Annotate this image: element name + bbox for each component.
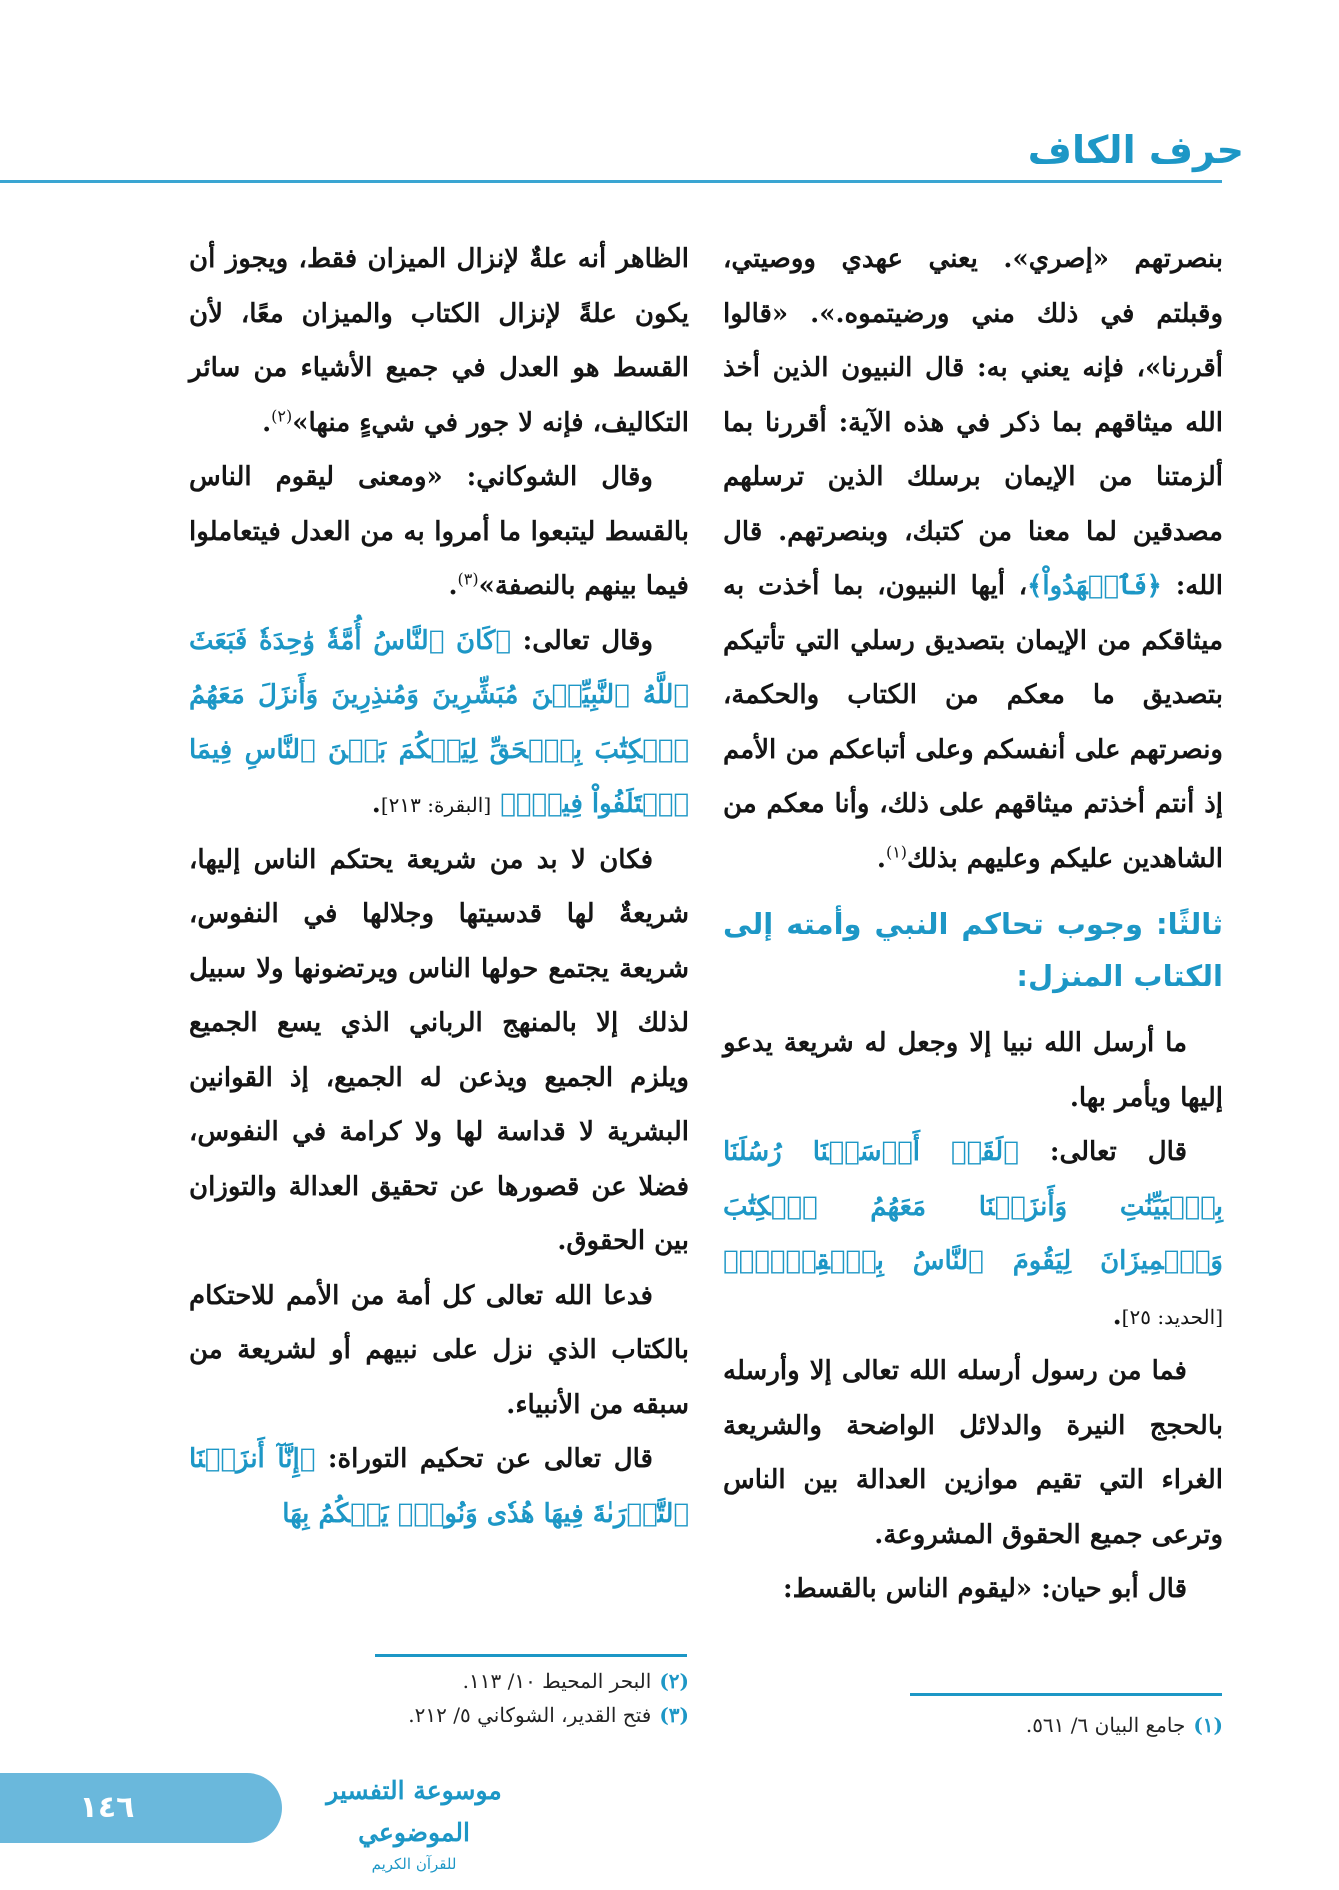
punctuation: . — [262, 407, 272, 438]
paragraph: قال أبو حيان: «ليقوم الناس بالقسط: — [783, 1574, 1187, 1604]
punctuation: . — [876, 843, 886, 874]
paragraph-text: وقال تعالى: — [511, 625, 654, 656]
paragraph: ما أرسل الله نبيا إلا وجعل له شريعة يدعو إليها ويأمر بها. — [723, 1028, 1223, 1113]
paragraph — [723, 1125, 1223, 1344]
footnote — [189, 1664, 689, 1698]
header-rule — [0, 180, 1222, 183]
footnote-ref[interactable]: (١) — [885, 841, 908, 861]
paragraph-text: الظاهر أنه علةٌ لإنزال الميزان فقط، ويجوز أن يكون علةً لإنزال الكتاب والميزان معًا، لأن القسط هو العدل في جميع الأشياء من سائر التكاليف، فإنه لا جور في شيءٍ منها» — [189, 244, 689, 438]
footnote-number: (٢) — [659, 1669, 689, 1693]
footnote-ref[interactable]: (٣) — [457, 569, 479, 589]
series-logo — [292, 1770, 536, 1873]
footnote-number: (٣) — [659, 1703, 689, 1727]
paragraph: فكان لا بد من شريعة يحتكم الناس إليها، شريعةٌ لها قدسيتها وجلالها في النفوس، شريعة يجتمع حولها الناس ويرتضونها ولا سبيل لذلك إلا بالمنهج الرباني الذي يسع الجميع ويلزم الجميع ويذعن له الجميع، إذ القوانين البشرية لا قداسة لها ولا كرامة في النفوس، فضلا عن قصورها عن تحقيق العدالة والتوزان بين الحقوق. — [189, 844, 689, 1256]
footnote-ref[interactable]: (٢) — [271, 405, 293, 425]
chapter-title: حرف الكاف — [1027, 128, 1244, 172]
quran-verse: ﴿كَانَ ٱلنَّاسُ أُمَّةٗ وَٰحِدَةٗ فَبَعَثَ ٱللَّهُ ٱلنَّبِيِّـۧنَ مُبَشِّرِينَ وَمُنذِرِينَ وَأَنزَلَ مَعَهُمُ ٱلۡكِتَٰبَ بِٱلۡحَقِّ لِيَحۡكُمَ بَيۡنَ ٱلنَّاسِ فِيمَا ٱخۡتَلَفُواْ فِيهِۚ﴾ — [189, 625, 689, 819]
paragraph-text: ، أيها النبيون، بما أخذت به ميثاقكم من الإيمان بتصديق رسلي التي تأتيكم بتصديق ما معكم من الكتاب والحكمة، ونصرتهم على أنفسكم وعلى أتباعكم من الأمم إذ أنتم أخذتم ميثاقهم على ذلك، وأنا معكم من الشاهدين عليكم وعليهم بذلك — [723, 571, 1223, 874]
paragraph — [189, 232, 689, 450]
series-subtitle: للقرآن الكريم — [371, 1855, 457, 1873]
footnote-text: جامع البيان ٦/ ٥٦١. — [1025, 1713, 1186, 1737]
footnote-text: البحر المحيط ١٠/ ١١٣. — [462, 1669, 652, 1693]
punctuation: . — [448, 571, 458, 601]
right-column — [723, 232, 1223, 1617]
left-column — [189, 232, 689, 1541]
quran-verse: ﴿لَقَدۡ أَرۡسَلۡنَا رُسُلَنَا بِٱلۡبَيِّنَٰتِ وَأَنزَلۡنَا مَعَهُمُ ٱلۡكِتَٰبَ وَٱلۡمِيزَانَ لِيَقُومَ ٱلنَّاسُ بِٱلۡقِسۡطِۖ﴾ — [723, 1137, 1223, 1276]
punctuation: . — [371, 789, 381, 819]
paragraph-text: قال تعالى: — [1018, 1137, 1187, 1167]
paragraph: فما من رسول أرسله الله تعالى إلا وأرسله بالحجج النيرة والدلائل الواضحة والشريعة الغراء التي تقيم موازين العدالة بين الناس وترعى جميع الحقوق المشروعة. — [723, 1356, 1223, 1550]
paragraph — [723, 232, 1223, 886]
footnotes-right — [723, 1708, 1223, 1742]
quran-verse: ﴿إِنَّآ أَنزَلۡنَا ٱلتَّوۡرَىٰةَ فِيهَا هُدٗى وَنُورٞۚ يَحۡكُمُ بِهَا — [189, 1444, 689, 1529]
paragraph-text: وقال الشوكاني: «ومعنى ليقوم الناس بالقسط ليتبعوا ما أمروا به من العدل فيتعاملوا فيما بينهم بالنصفة» — [189, 462, 689, 601]
series-title: موسوعة التفسير الموضوعي — [326, 1776, 502, 1847]
footnote-text: فتح القدير، الشوكاني ٥/ ٢١٢. — [408, 1703, 652, 1727]
paragraph — [189, 614, 689, 833]
quran-verse: ﴿فَٱشۡهَدُواْ﴾ — [1027, 571, 1162, 601]
page-number: ١٤٦ — [79, 1790, 135, 1825]
paragraph-text: قال تعالى عن تحكيم التوراة: — [315, 1444, 653, 1474]
paragraph: فدعا الله تعالى كل أمة من الأمم للاحتكام بالكتاب الذي نزل على نبيهم أو لشريعة من سبقه من الأنبياء. — [189, 1280, 689, 1420]
paragraph-text: بنصرتهم «إصري». يعني عهدي ووصيتي، وقبلتم في ذلك مني ورضيتموه.». «قالوا أقررنا»، فإنه يعني به: قال النبيون الذين أخذ الله ميثاقهم بما ذكر في هذه الآية: أقررنا بما ألزمتنا من الإيمان برسلك الذين ترسلهم مصدقين لما معنا من كتبك، وبنصرتهم. قال الله: — [723, 244, 1223, 601]
section-heading: ثالثًا: وجوب تحاكم النبي وأمته إلى الكتاب المنزل: — [723, 907, 1223, 993]
verse-citation: [البقرة: ٢١٣] — [380, 793, 492, 817]
footnote — [189, 1698, 689, 1732]
footnote-number: (١) — [1193, 1713, 1223, 1737]
paragraph — [189, 450, 689, 614]
paragraph — [189, 1432, 689, 1541]
footnote — [723, 1708, 1223, 1742]
footnote-rule — [375, 1654, 687, 1657]
verse-citation: [الحديد: ٢٥] — [1121, 1304, 1223, 1329]
punctuation: . — [1112, 1300, 1122, 1331]
footnotes-left — [189, 1664, 689, 1732]
footnote-rule — [910, 1693, 1222, 1696]
